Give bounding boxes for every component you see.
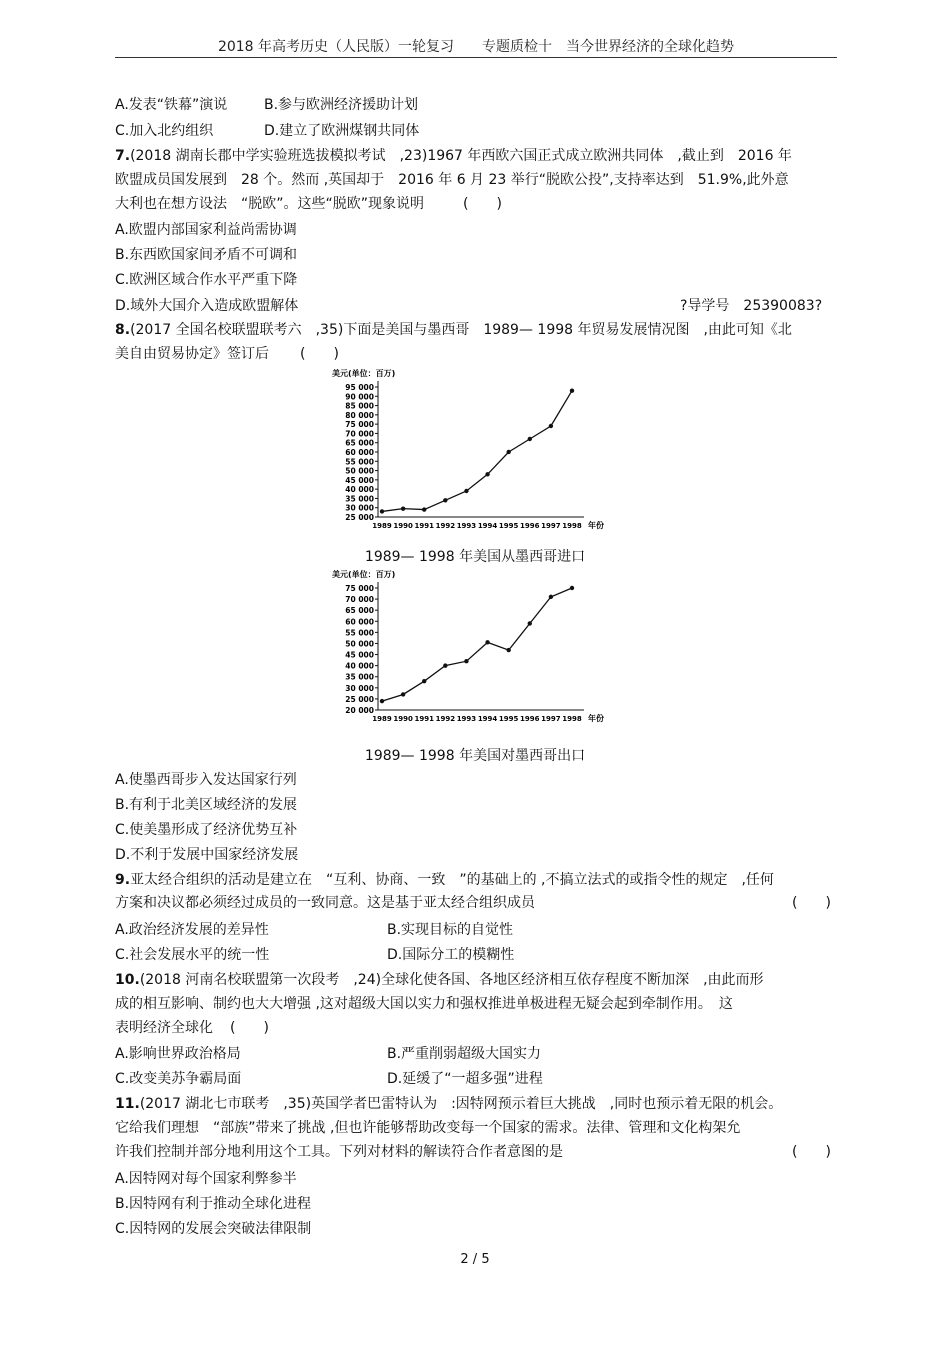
chart2-x-tick-label: 1995: [498, 715, 519, 723]
q10-answer-bracket: ( ): [230, 1020, 269, 1036]
chart2-x-tick-label: 1989: [372, 715, 392, 723]
q10-option-c: C.改变美苏争霸局面: [115, 1071, 242, 1087]
q11-answer-bracket: ( ): [792, 1144, 831, 1160]
chart1-data-point: [549, 424, 553, 428]
q6-option-a: A.发表“铁幕”演说: [115, 97, 228, 113]
chart2-y-tick-label: 50 000: [345, 639, 374, 649]
chart2-y-tick-label: 25 000: [345, 694, 374, 704]
q8-option-a: A.使墨西哥步入发达国家行列: [115, 772, 297, 788]
chart2-y-tick-label: 45 000: [345, 650, 374, 660]
chart1-y-tick-label: 40 000: [345, 485, 374, 495]
chart2-data-point: [506, 648, 510, 652]
q6-option-b: B.参与欧洲经济援助计划: [264, 97, 419, 113]
q10-stem-line2: 成的相互影响、制约也大大增强 ,这对超级大国以实力和强权推进单极进程无疑会起到牵制作用。 这: [115, 996, 733, 1012]
chart1-data-point: [485, 472, 489, 476]
q6-option-c: C.加入北约组织: [115, 123, 214, 139]
q11-number: 11.: [115, 1096, 140, 1112]
q9-option-a: A.政治经济发展的差异性: [115, 922, 269, 938]
q8-stem-line2: 美自由贸易协定》签订后: [115, 346, 269, 362]
q10-option-a: A.影响世界政治格局: [115, 1046, 241, 1062]
chart1-x-tick-label: 1995: [498, 522, 519, 530]
q8-number: 8.: [115, 322, 131, 338]
q8-text-line1: (2017 全国名校联盟联考六 ,35)下面是美国与墨西哥 1989— 1998 年贸易发展情况图 ,由此可知《北: [130, 322, 792, 338]
chart1-y-tick-label: 65 000: [345, 438, 374, 448]
chart2-x-tick-label: 1991: [414, 715, 434, 723]
q9-option-c: C.社会发展水平的统一性: [115, 947, 270, 963]
chart2-y-tick-label: 60 000: [345, 617, 374, 627]
q9-option-b: B.实现目标的自觉性: [387, 922, 514, 938]
chart1-x-tick-label: 1989: [372, 522, 392, 530]
q7-study-code: ?导学号 25390083?: [680, 298, 823, 314]
q8-stem-line1: [115, 320, 792, 340]
chart1-y-tick-label: 45 000: [345, 475, 374, 485]
q10-option-b: B.严重削弱超级大国实力: [387, 1046, 542, 1062]
chart1-y-tick-label: 90 000: [345, 392, 374, 402]
chart2-y-tick-label: 40 000: [345, 661, 374, 671]
chart1-y-tick-label: 55 000: [345, 457, 374, 467]
q11-option-c: C.因特网的发展会突破法律限制: [115, 1221, 312, 1237]
q11-stem-line3: 许我们控制并部分地利用这个工具。下列对材料的解读符合作者意图的是: [115, 1144, 563, 1160]
q7-option-d: D.域外大国介入造成欧盟解体: [115, 298, 299, 314]
q8-option-c: C.使美墨形成了经济优势互补: [115, 822, 298, 838]
import-line-chart: [330, 365, 610, 540]
chart1-y-tick-label: 70 000: [345, 429, 374, 439]
chart2-data-point: [549, 595, 553, 599]
chart1-y-tick-label: 85 000: [345, 401, 374, 411]
chart2-xlabel: 年份: [588, 714, 604, 723]
q10-option-d: D.延缓了“一超多强”进程: [387, 1071, 543, 1087]
chart1-y-tick-label: 95 000: [345, 383, 374, 392]
chart1-ylabel: 美元(单位：百万): [332, 369, 396, 378]
chart1-y-tick-label: 50 000: [345, 466, 374, 476]
q7-stem-line2: 欧盟成员国发展到 28 个。然而 ,英国却于 2016 年 6 月 23 举行“脱欧公投”,支持率达到 51.9%,此外意: [115, 172, 789, 188]
q9-option-d: D.国际分工的模糊性: [387, 947, 515, 963]
chart1-x-tick-label: 1992: [435, 522, 456, 530]
q7-answer-bracket: ( ): [463, 196, 502, 212]
q10-stem-line3: 表明经济全球化: [115, 1020, 213, 1036]
chart2-data-point: [528, 621, 532, 625]
chart2-y-tick-label: 70 000: [345, 595, 374, 605]
chart1-caption: 1989— 1998 年美国从墨西哥进口: [364, 549, 586, 565]
chart1-y-tick-label: 60 000: [345, 448, 374, 457]
chart2-x-tick-label: 1996: [520, 715, 540, 723]
q9-answer-bracket: ( ): [792, 895, 831, 911]
q7-number: 7.: [115, 148, 131, 164]
chart1-data-point: [443, 498, 447, 502]
q11-option-a: A.因特网对每个国家利弊参半: [115, 1171, 297, 1187]
q8-option-d: D.不利于发展中国家经济发展: [115, 847, 299, 863]
chart2-x-tick-label: 1993: [456, 715, 477, 723]
q10-text-line1: (2018 河南名校联盟第一次段考 ,24)全球化使各国、各地区经济相互依存程度不断加深 ,由此而形: [139, 972, 764, 988]
chart2-x-tick-label: 1990: [393, 715, 413, 723]
chart1-y-tick-label: 35 000: [345, 494, 374, 504]
chart1-data-point: [422, 507, 426, 511]
q6-option-d: D.建立了欧洲煤钢共同体: [264, 123, 420, 139]
chart2-ylabel: 美元(单位：百万): [332, 570, 396, 579]
chart2-data-point: [380, 699, 384, 703]
chart1-x-tick-label: 1993: [456, 522, 477, 530]
chart2-y-tick-label: 75 000: [345, 584, 374, 593]
chart1-data-point: [528, 437, 532, 441]
chart2-x-tick-label: 1998: [562, 715, 582, 723]
chart1-x-tick-label: 1997: [541, 522, 561, 530]
chart2-x-tick-label: 1997: [541, 715, 561, 723]
q7-stem-line1: [115, 146, 792, 166]
chart2-data-point: [401, 692, 405, 696]
chart1-series-line: [382, 391, 572, 512]
page-header: 2018 年高考历史（人民版）一轮复习 专题质检十 当今世界经济的全球化趋势: [217, 39, 735, 55]
chart2-y-tick-label: 30 000: [345, 683, 374, 693]
chart2-y-tick-label: 35 000: [345, 672, 374, 682]
q7-option-c: C.欧洲区域合作水平严重下降: [115, 272, 298, 288]
chart1-x-tick-label: 1991: [414, 522, 434, 530]
chart1-y-tick-label: 80 000: [345, 410, 374, 420]
chart1-x-tick-label: 1996: [520, 522, 540, 530]
chart2-data-point: [570, 586, 574, 590]
q7-option-a: A.欧盟内部国家利益尚需协调: [115, 222, 297, 238]
chart1-data-point: [570, 389, 574, 393]
chart2-data-point: [485, 640, 489, 644]
chart1-y-tick-label: 75 000: [345, 420, 374, 430]
q7-text-line1: (2018 湖南长郡中学实验班选拔模拟考试 ,23)1967 年西欧六国正式成立欧洲共同体 ,截止到 2016 年: [130, 148, 792, 164]
q9-stem-line2: 方案和决议都必须经过成员的一致同意。这是基于亚太经合组织成员: [115, 895, 535, 911]
chart1-x-tick-label: 1990: [393, 522, 413, 530]
chart1-y-tick-label: 30 000: [345, 503, 374, 513]
q10-number: 10.: [115, 972, 140, 988]
chart1-data-point: [464, 489, 468, 493]
chart2-x-tick-label: 1992: [435, 715, 456, 723]
chart2-y-tick-label: 55 000: [345, 628, 374, 638]
page-number: 2 / 5: [460, 1252, 490, 1267]
chart2-y-tick-label: 65 000: [345, 606, 374, 616]
export-line-chart: [330, 566, 610, 741]
q8-option-b: B.有利于北美区域经济的发展: [115, 797, 298, 813]
chart1-data-point: [401, 506, 405, 510]
chart2-y-tick-label: 20 000: [345, 706, 374, 715]
chart1-y-tick-label: 25 000: [345, 513, 374, 522]
q8-answer-bracket: ( ): [300, 346, 339, 362]
header-rule: [115, 57, 837, 58]
chart2-data-point: [443, 663, 447, 667]
q11-text-line1: (2017 湖北七市联考 ,35)英国学者巴雷特认为 :因特网预示着巨大挑战 ,同时也预示着无限的机会。: [139, 1096, 783, 1112]
q7-stem-line3: 大利也在想方设法 “脱欧”。这些“脱欧”现象说明: [115, 196, 425, 212]
chart2-data-point: [464, 659, 468, 663]
q11-stem-line1: [115, 1094, 782, 1114]
q9-stem-line1: [115, 870, 774, 890]
chart1-x-tick-label: 1994: [477, 522, 498, 530]
chart1-xlabel: 年份: [588, 521, 604, 530]
q11-stem-line2: 它给我们理想 “部族”带来了挑战 ,但也许能够帮助改变每一个国家的需求。法律、管理和文化构架允: [115, 1120, 741, 1136]
chart2-x-tick-label: 1994: [477, 715, 498, 723]
chart1-x-tick-label: 1998: [562, 522, 582, 530]
q9-number: 9.: [115, 872, 131, 888]
chart2-data-point: [422, 679, 426, 683]
chart2-caption: 1989— 1998 年美国对墨西哥出口: [364, 748, 586, 764]
q11-option-b: B.因特网有利于推动全球化进程: [115, 1196, 312, 1212]
q7-option-b: B.东西欧国家间矛盾不可调和: [115, 247, 298, 263]
q10-stem-line1: [115, 970, 764, 990]
chart1-data-point: [380, 509, 384, 513]
chart2-series-line: [382, 588, 572, 701]
chart1-data-point: [506, 450, 510, 454]
q9-text-line1: 亚太经合组织的活动是建立在 “互利、协商、一致 ”的基础上的 ,不搞立法式的或指令性的规定 ,任何: [130, 872, 774, 888]
